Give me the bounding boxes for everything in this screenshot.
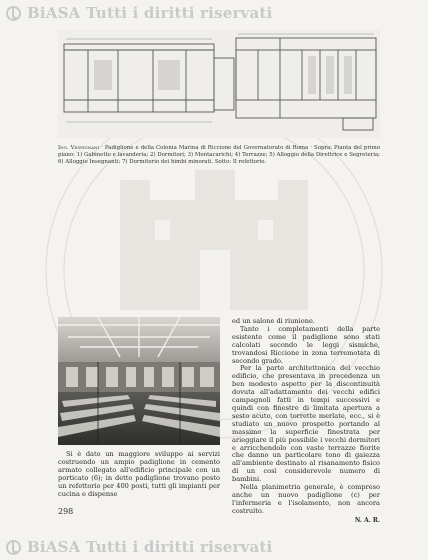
watermark-top — [0, 2, 428, 24]
copyright-seal-icon — [6, 6, 21, 21]
caption-text: · Padiglione e della Colonia Marina di Riccione del Governatorato di Roma · Sopra: Pianta del primo piano: 1) Gabinetto e lavanderia; 2) Dormitori; 3) Montacarichi; 4) Terrazze; 5) Alloggio della Direttrice e Segreteria; 6) Alloggio Insegnanti; 7) Dormitorio dei bimbi minorati. Sotto: Il refettorio. — [58, 145, 380, 166]
article-right-column — [232, 318, 380, 525]
article-paragraph-1: ed un salone di riunione. — [232, 317, 315, 325]
article-paragraph-3: Per la parte architettonica del vecchio edificio, che presentava in precedenza un ben modesto aspetto per la discontinuità dovuta all'adattamento dei vecchi edifici campagnoli fatti in tempi successivi e quindi con finestre di limitata apertura a sesto acuto, con torrette merlate, ecc., si è studiato un nuovo prospetto portando al massimo la superficie finestrata per arieggiare il più possibile i vecchi dormitori e arricchendolo con vaste terrazze fiorite che danno un particolare tono di gaiezza all'ambiente destinato al risanamento fisico di un così considerevole numero di bambini. — [232, 364, 380, 484]
page-number: 298 — [58, 507, 74, 516]
watermark-bottom-text: BiASA Tutti i diritti riservati — [27, 538, 273, 556]
article-paragraph-4: Nella planimetria generale, è compreso anche un nuovo padiglione (c) per l'infermeria e l'isolamento, non ancora costruito. — [232, 483, 380, 515]
refectory-photo — [58, 317, 220, 445]
article-left-column — [58, 451, 220, 498]
floor-plan-drawing — [58, 30, 380, 138]
watermark-bottom — [0, 536, 428, 558]
caption-lead: Ing. Vespignani — [58, 145, 100, 151]
article-paragraph-2: Tanto i completamenti della parte esistente come il padiglione sono stati calcolati secondo le leggi sismiche, trovandosi Riccione in zona terremotata di secondo grado. — [232, 324, 380, 365]
watermark-top-text: BiASA Tutti i diritti riservati — [27, 4, 273, 22]
article-signature: N. A. R. — [354, 516, 380, 524]
figure-caption — [58, 145, 380, 167]
article-left-paragraph: Si è dato un maggiore sviluppo ai servizi costruendo un ampio padiglione in cemento armato collegato all'edificio principale con un porticato (6); in detto padiglione trovano posto un refettorio per 400 posti, tutti gli impianti per cucina e dispense — [58, 450, 220, 498]
copyright-seal-icon — [6, 540, 21, 555]
